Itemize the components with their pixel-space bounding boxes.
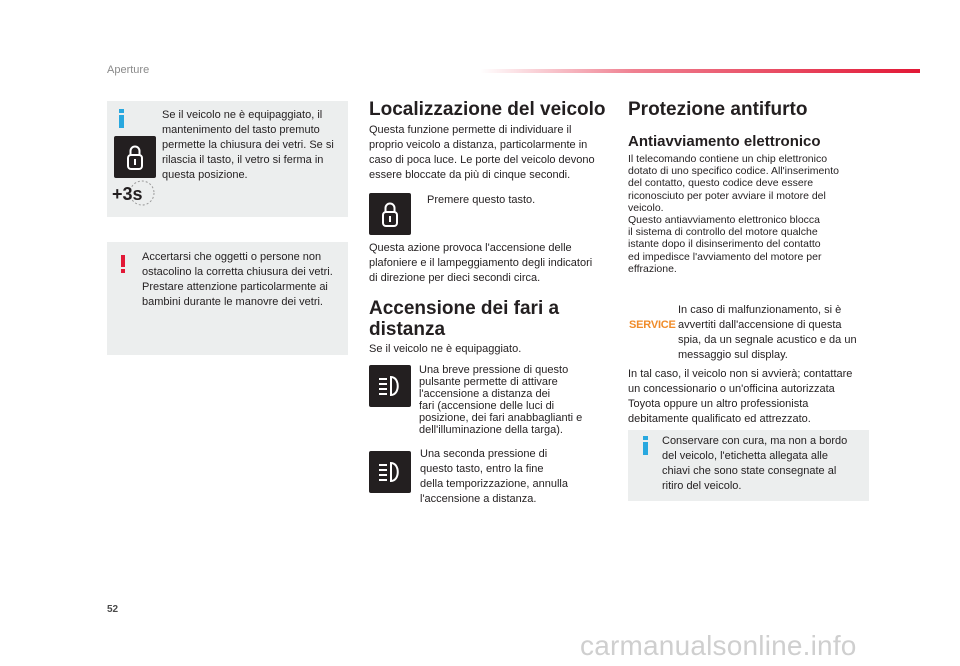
warning-text: Accertarsi che oggetti o persone non ostacolino la corretta chiusura dei vetri. Prestare attenzione particolarmente ai bambini durante le manovre dei vetri.	[142, 251, 333, 308]
immobiliser-subtitle: Antiavviamento elettronico	[628, 133, 821, 150]
headlight-button-icon	[369, 451, 411, 493]
localization-title: Localizzazione del veicolo	[369, 99, 606, 120]
info-box-text: Se il veicolo ne è equipaggiato, il mantenimento del tasto premuto permette la chiusura dei vetri. Se si rilascia il tasto, il vetro si ferma in questa posizione.	[162, 109, 334, 181]
immobiliser-text: Il telecomando contiene un chip elettronico dotato di uno specifico codice. All'inserimento del contatto, questo codice deve essere riconosciuto per poter avviare il motore del veicolo. Questo antiavviamento elettronico blocca il sistema di controllo del motore qualche istante dopo il disinserimento del contatto ed impedisce l'avviamento del motore per effrazione.	[628, 153, 839, 275]
headlights-title: Accensione dei fari a distanza	[369, 298, 560, 340]
anti-theft-title: Protezione antifurto	[628, 99, 808, 120]
watermark: carmanualsonline.info	[580, 630, 857, 661]
page-number: 52	[107, 604, 119, 615]
lock-button-icon	[369, 193, 411, 235]
headlights-intro: Se il veicolo ne è equipaggiato.	[369, 343, 522, 355]
malfunction-text: In caso di malfunzionamento, si è avvertiti dall'accensione di questa spia, da un segnale acustico e da un messaggio sul display.	[678, 304, 857, 361]
info-box-key-label	[628, 430, 869, 501]
localization-result: Questa azione provoca l'accensione delle plafoniere e il lampeggiamento degli indicatori di direzione per dieci secondi circa.	[369, 242, 593, 284]
service-warning-icon: SERVICE	[629, 319, 676, 331]
section-title: Aperture	[107, 64, 150, 76]
info-icon	[119, 109, 125, 128]
headlights-first-press: Una breve pressione di questo pulsante permette di attivare l'accensione a distanza dei fari (accensione delle luci di posizione, dei fari anabbaglianti e dell'illuminazione della targa).	[419, 364, 583, 436]
headlight-button-icon	[369, 365, 411, 407]
info-icon	[643, 436, 649, 455]
dealer-text: In tal caso, il veicolo non si avvierà; contattare un concessionario o un'officina autorizzata Toyota oppure un altro professionista debitamente qualificato ed attrezzato.	[628, 368, 853, 425]
localization-step: Premere questo tasto.	[427, 194, 536, 206]
hold-3s-icon	[110, 179, 158, 207]
svg-text:+3s: +3s	[112, 184, 143, 204]
lock-button-icon	[114, 136, 156, 178]
info-box-key-text: Conservare con cura, ma non a bordo del veicolo, l'etichetta allegata alle chiavi che sono state consegnate al ritiro del veicolo.	[662, 435, 848, 492]
header-accent-bar	[480, 69, 920, 73]
localization-intro: Questa funzione permette di individuare il proprio veicolo a distanza, particolarmente in caso di poca luce. Le porte del veicolo devono essere bloccate da più di cinque secondi.	[369, 124, 595, 181]
headlights-second-press: Una seconda pressione di questo tasto, entro la fine della temporizzazione, annulla l'accensione a distanza.	[420, 448, 568, 505]
warning-box	[107, 242, 348, 355]
warning-icon	[121, 255, 127, 273]
info-box-window-closing	[107, 101, 348, 217]
